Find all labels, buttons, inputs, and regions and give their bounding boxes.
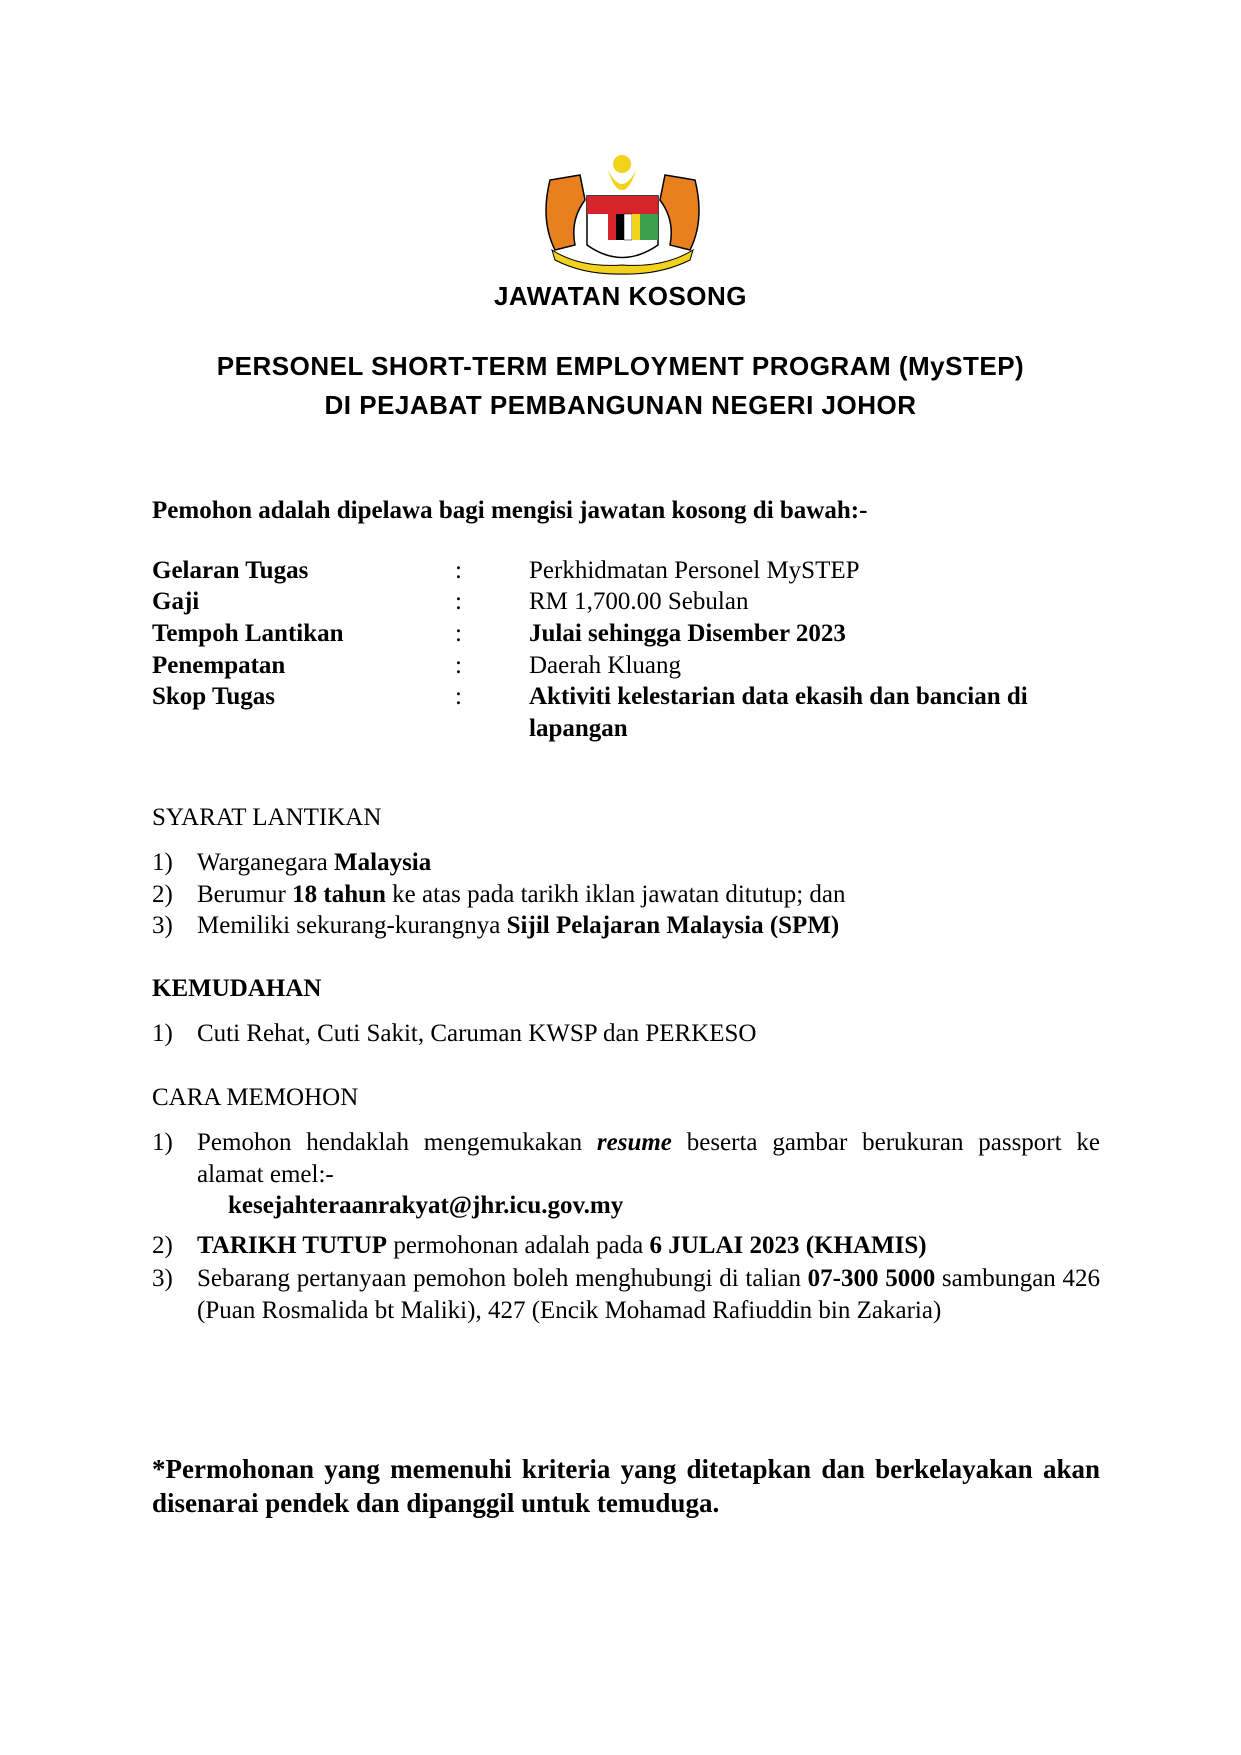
item-bold: Sijil Pelajaran Malaysia (SPM) xyxy=(506,912,840,939)
item-italic: resume xyxy=(596,1129,672,1156)
list-number: 1) xyxy=(152,1020,173,1047)
subtitle-line1: PERSONEL SHORT-TERM EMPLOYMENT PROGRAM (MySTEP) xyxy=(216,351,1025,381)
detail-colon: : xyxy=(455,588,462,615)
syarat-heading: SYARAT LANTIKAN xyxy=(152,804,382,831)
list-number: 2) xyxy=(152,881,173,908)
detail-label: Tempoh Lantikan xyxy=(152,620,344,647)
footer-note: *Permohonan yang memenuhi kriteria yang ditetapkan dan berkelayakan akan disenarai pendek dan dipanggil untuk temuduga. xyxy=(152,1454,1100,1518)
list-item xyxy=(197,1263,1100,1327)
detail-label: Gaji xyxy=(152,588,200,615)
item-bold: 18 tahun xyxy=(292,881,386,908)
detail-value: Julai sehingga Disember 2023 xyxy=(529,620,846,647)
detail-value: Perkhidmatan Personel MySTEP xyxy=(529,557,860,584)
list-number: 3) xyxy=(152,1265,173,1292)
detail-label: Penempatan xyxy=(152,652,286,679)
coat-of-arms-logo xyxy=(540,150,705,275)
item-text: Berumur xyxy=(197,881,293,908)
item-text: Memiliki sekurang-kurangnya xyxy=(197,912,507,939)
detail-label: Gelaran Tugas xyxy=(152,557,309,584)
item-text: beserta gambar berukuran passport ke alamat emel:- xyxy=(197,1129,1100,1188)
email-address[interactable]: kesejahteraanrakyat@jhr.icu.gov.my xyxy=(228,1192,624,1219)
detail-colon: : xyxy=(455,652,462,679)
item-bold: TARIKH TUTUP xyxy=(197,1232,388,1259)
list-item: Cuti Rehat, Cuti Sakit, Caruman KWSP dan PERKESO xyxy=(197,1020,757,1047)
list-item xyxy=(197,1230,1100,1262)
item-text: permohonan adalah pada xyxy=(387,1232,650,1259)
list-number: 3) xyxy=(152,912,173,939)
item-text: Warganegara xyxy=(197,849,335,876)
list-item xyxy=(197,847,1100,879)
detail-colon: : xyxy=(455,620,462,647)
item-bold: 07-300 5000 xyxy=(807,1265,936,1292)
page-title: JAWATAN KOSONG xyxy=(493,281,748,311)
intro-text: Pemohon adalah dipelawa bagi mengisi jawatan kosong di bawah:- xyxy=(152,497,868,524)
item-text: Pemohon hendaklah mengemukakan xyxy=(197,1129,597,1156)
detail-colon: : xyxy=(455,557,462,584)
detail-value: RM 1,700.00 Sebulan xyxy=(529,588,749,615)
detail-colon: : xyxy=(455,683,462,710)
list-item xyxy=(197,879,1100,911)
subtitle-line2: DI PEJABAT PEMBANGUNAN NEGERI JOHOR xyxy=(324,390,917,420)
cara-heading: CARA MEMOHON xyxy=(152,1084,359,1111)
item-text: Sebarang pertanyaan pemohon boleh menghubungi di talian xyxy=(197,1265,808,1292)
detail-label: Skop Tugas xyxy=(152,683,276,710)
list-item xyxy=(197,910,1100,942)
item-bold: Malaysia xyxy=(334,849,432,876)
item-text: ke atas pada tarikh iklan jawatan ditutup; dan xyxy=(385,881,846,908)
list-number: 1) xyxy=(152,1129,173,1156)
list-item xyxy=(197,1127,1100,1191)
kemudahan-heading: KEMUDAHAN xyxy=(152,975,322,1002)
item-text: sambungan 426 (Puan Rosmalida bt Maliki), 427 (Encik Mohamad Rafiuddin bin Zakaria) xyxy=(197,1265,1100,1324)
item-bold: 6 JULAI 2023 (KHAMIS) xyxy=(649,1232,927,1259)
detail-value: Daerah Kluang xyxy=(529,652,682,679)
detail-value: Aktiviti kelestarian data ekasih dan bancian di lapangan xyxy=(529,683,1028,742)
list-number: 1) xyxy=(152,849,173,876)
list-number: 2) xyxy=(152,1232,173,1259)
